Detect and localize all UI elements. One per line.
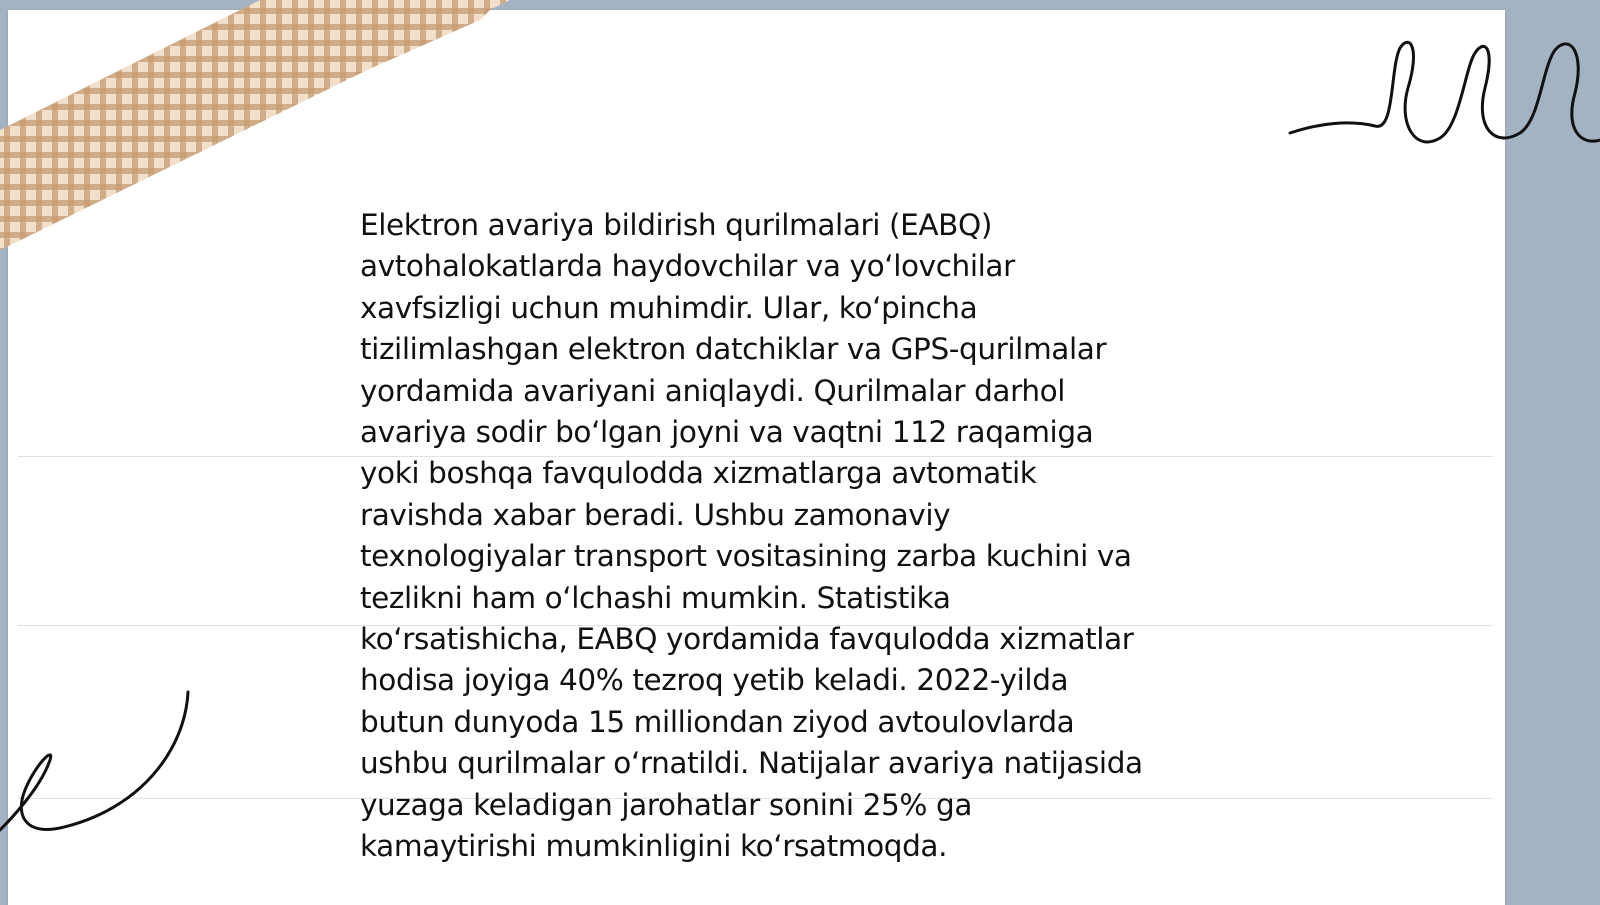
loop-squiggle-decoration — [0, 690, 200, 850]
body-paragraph: Elektron avariya bildirish qurilmalari (EABQ) avtohalokatlarda haydovchilar va yoʻlovchilar xavfsizligi uchun muhimdir. Ular, koʻpincha tizilimlashgan elektron datchiklar va GPS-qurilmalar yordamida avariyani aniqlaydi. Qurilmalar darhol avariya sodir boʻlgan joyni va vaqtni 112 raqamiga yoki boshqa favqulodda xizmatlarga avtomatik ravishda xabar beradi. Ushbu zamonaviy texnologiyalar transport vositasining zarba kuchini va tezlikni ham oʻlchashi mumkin. Statistika koʻrsatishicha, EABQ yordamida favqulodda xizmatlar hodisa joyiga 40% tezroq yetib keladi. 2022-yilda butun dunyoda 15 milliondan ziyod avtoulovlarda ushbu qurilmalar oʻrnatildi. Natijalar avariya natijasida yuzaga keladigan jarohatlar sonini 25% ga kamaytirishi mumkinligini koʻrsatmoqda. — [360, 208, 1143, 864]
plaid-tape-decoration — [0, 0, 560, 220]
loop-squiggle-decoration — [1280, 28, 1600, 168]
